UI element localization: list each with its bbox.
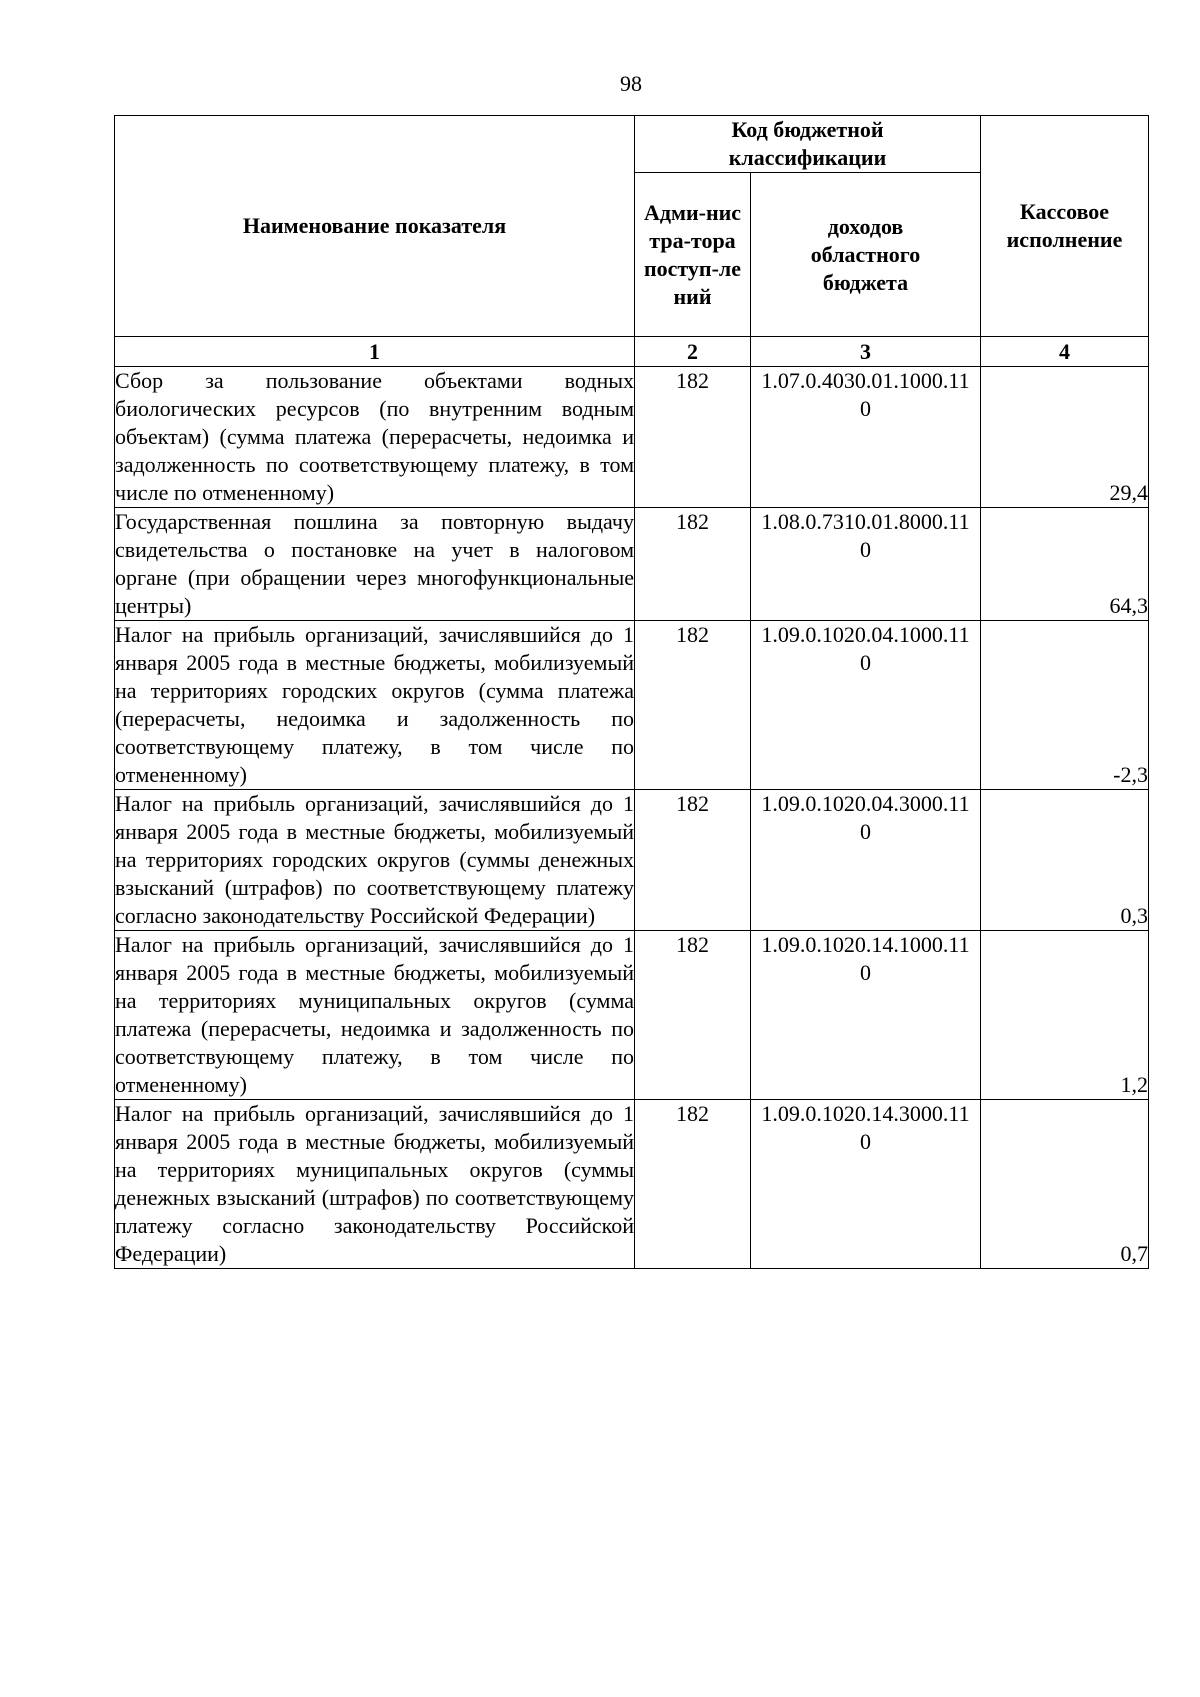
indicator-name-cell: Налог на прибыль организаций, зачислявшийся до 1 января 2005 года в местные бюджеты, мобилизуемый на территориях городских округов (сумма платежа (перерасчеты, недоимка и задолженность по соответствующему платежу, в том числе по отмененному) xyxy=(115,621,635,790)
table-row xyxy=(115,790,1149,931)
table-row xyxy=(115,931,1149,1100)
cash-execution-amount-cell: 0,7 xyxy=(981,1100,1149,1269)
indicator-name-cell: Налог на прибыль организаций, зачислявшийся до 1 января 2005 года в местные бюджеты, мобилизуемый на территориях муниципальных округов (суммы денежных взысканий (штрафов) по соответствующему платежу согласно законодательству Российской Федерации) xyxy=(115,1100,635,1269)
income-code-text: 1.08.0.7310.01.8000.110 xyxy=(761,509,970,562)
cash-execution-amount-cell: 29,4 xyxy=(981,367,1149,508)
header-indicator-name: Наименование показателя xyxy=(115,116,635,337)
administrator-code-cell: 182 xyxy=(635,621,751,790)
administrator-code-cell: 182 xyxy=(635,931,751,1100)
column-number-2: 2 xyxy=(635,337,751,367)
cash-execution-amount-cell: -2,3 xyxy=(981,621,1149,790)
cash-execution-amount-cell: 1,2 xyxy=(981,931,1149,1100)
income-code-text: 1.09.0.1020.04.1000.110 xyxy=(761,622,970,675)
income-code-text: 1.09.0.1020.14.3000.110 xyxy=(761,1101,970,1154)
income-code-cell xyxy=(751,367,981,508)
administrator-code-cell: 182 xyxy=(635,367,751,508)
indicator-name-cell: Сбор за пользование объектами водных биологических ресурсов (по внутренним водным объектам) (сумма платежа (перерасчеты, недоимка и задолженность по соответствующему платежу, в том числе по отмененному) xyxy=(115,367,635,508)
header-budget-code-group-text: Код бюджетной классификации xyxy=(728,117,887,170)
header-cash-execution-text: Кассовое исполнение xyxy=(1006,199,1123,252)
table-row xyxy=(115,1100,1149,1269)
page-number: 98 xyxy=(620,71,642,96)
column-number-4: 4 xyxy=(981,337,1149,367)
cash-execution-amount-cell: 0,3 xyxy=(981,790,1149,931)
header-regional-budget-income xyxy=(751,173,981,337)
indicator-name-cell: Государственная пошлина за повторную выдачу свидетельства о постановке на учет в налоговом органе (при обращении через многофункциональные центры) xyxy=(115,508,635,621)
indicator-name-cell: Налог на прибыль организаций, зачислявшийся до 1 января 2005 года в местные бюджеты, мобилизуемый на территориях городских округов (суммы денежных взысканий (штрафов) по соответствующему платежу согласно законодательству Российской Федерации) xyxy=(115,790,635,931)
header-regional-budget-income-text: доходов областного бюджета xyxy=(810,213,921,295)
column-number-1: 1 xyxy=(115,337,635,367)
income-code-text: 1.09.0.1020.14.1000.110 xyxy=(761,932,970,985)
income-code-cell xyxy=(751,621,981,790)
income-code-cell xyxy=(751,1100,981,1269)
header-cash-execution xyxy=(981,116,1149,337)
header-revenue-administrator-text: Адми-нистра-тора поступ-лений xyxy=(643,199,742,309)
income-code-text: 1.07.0.4030.01.1000.110 xyxy=(761,368,970,421)
column-number-3: 3 xyxy=(751,337,981,367)
header-revenue-administrator xyxy=(635,173,751,337)
cash-execution-amount-cell: 64,3 xyxy=(981,508,1149,621)
income-code-cell xyxy=(751,790,981,931)
indicator-name-cell: Налог на прибыль организаций, зачислявшийся до 1 января 2005 года в местные бюджеты, мобилизуемый на территориях муниципальных округов (сумма платежа (перерасчеты, недоимка и задолженность по соответствующему платежу, в том числе по отмененному) xyxy=(115,931,635,1100)
table-row xyxy=(115,367,1149,508)
income-code-cell xyxy=(751,931,981,1100)
income-code-cell xyxy=(751,508,981,621)
header-budget-code-group xyxy=(635,116,981,173)
budget-revenue-table xyxy=(114,115,1149,1269)
income-code-text: 1.09.0.1020.04.3000.110 xyxy=(761,791,970,844)
table-row xyxy=(115,621,1149,790)
administrator-code-cell: 182 xyxy=(635,508,751,621)
administrator-code-cell: 182 xyxy=(635,790,751,931)
table-row xyxy=(115,508,1149,621)
administrator-code-cell: 182 xyxy=(635,1100,751,1269)
